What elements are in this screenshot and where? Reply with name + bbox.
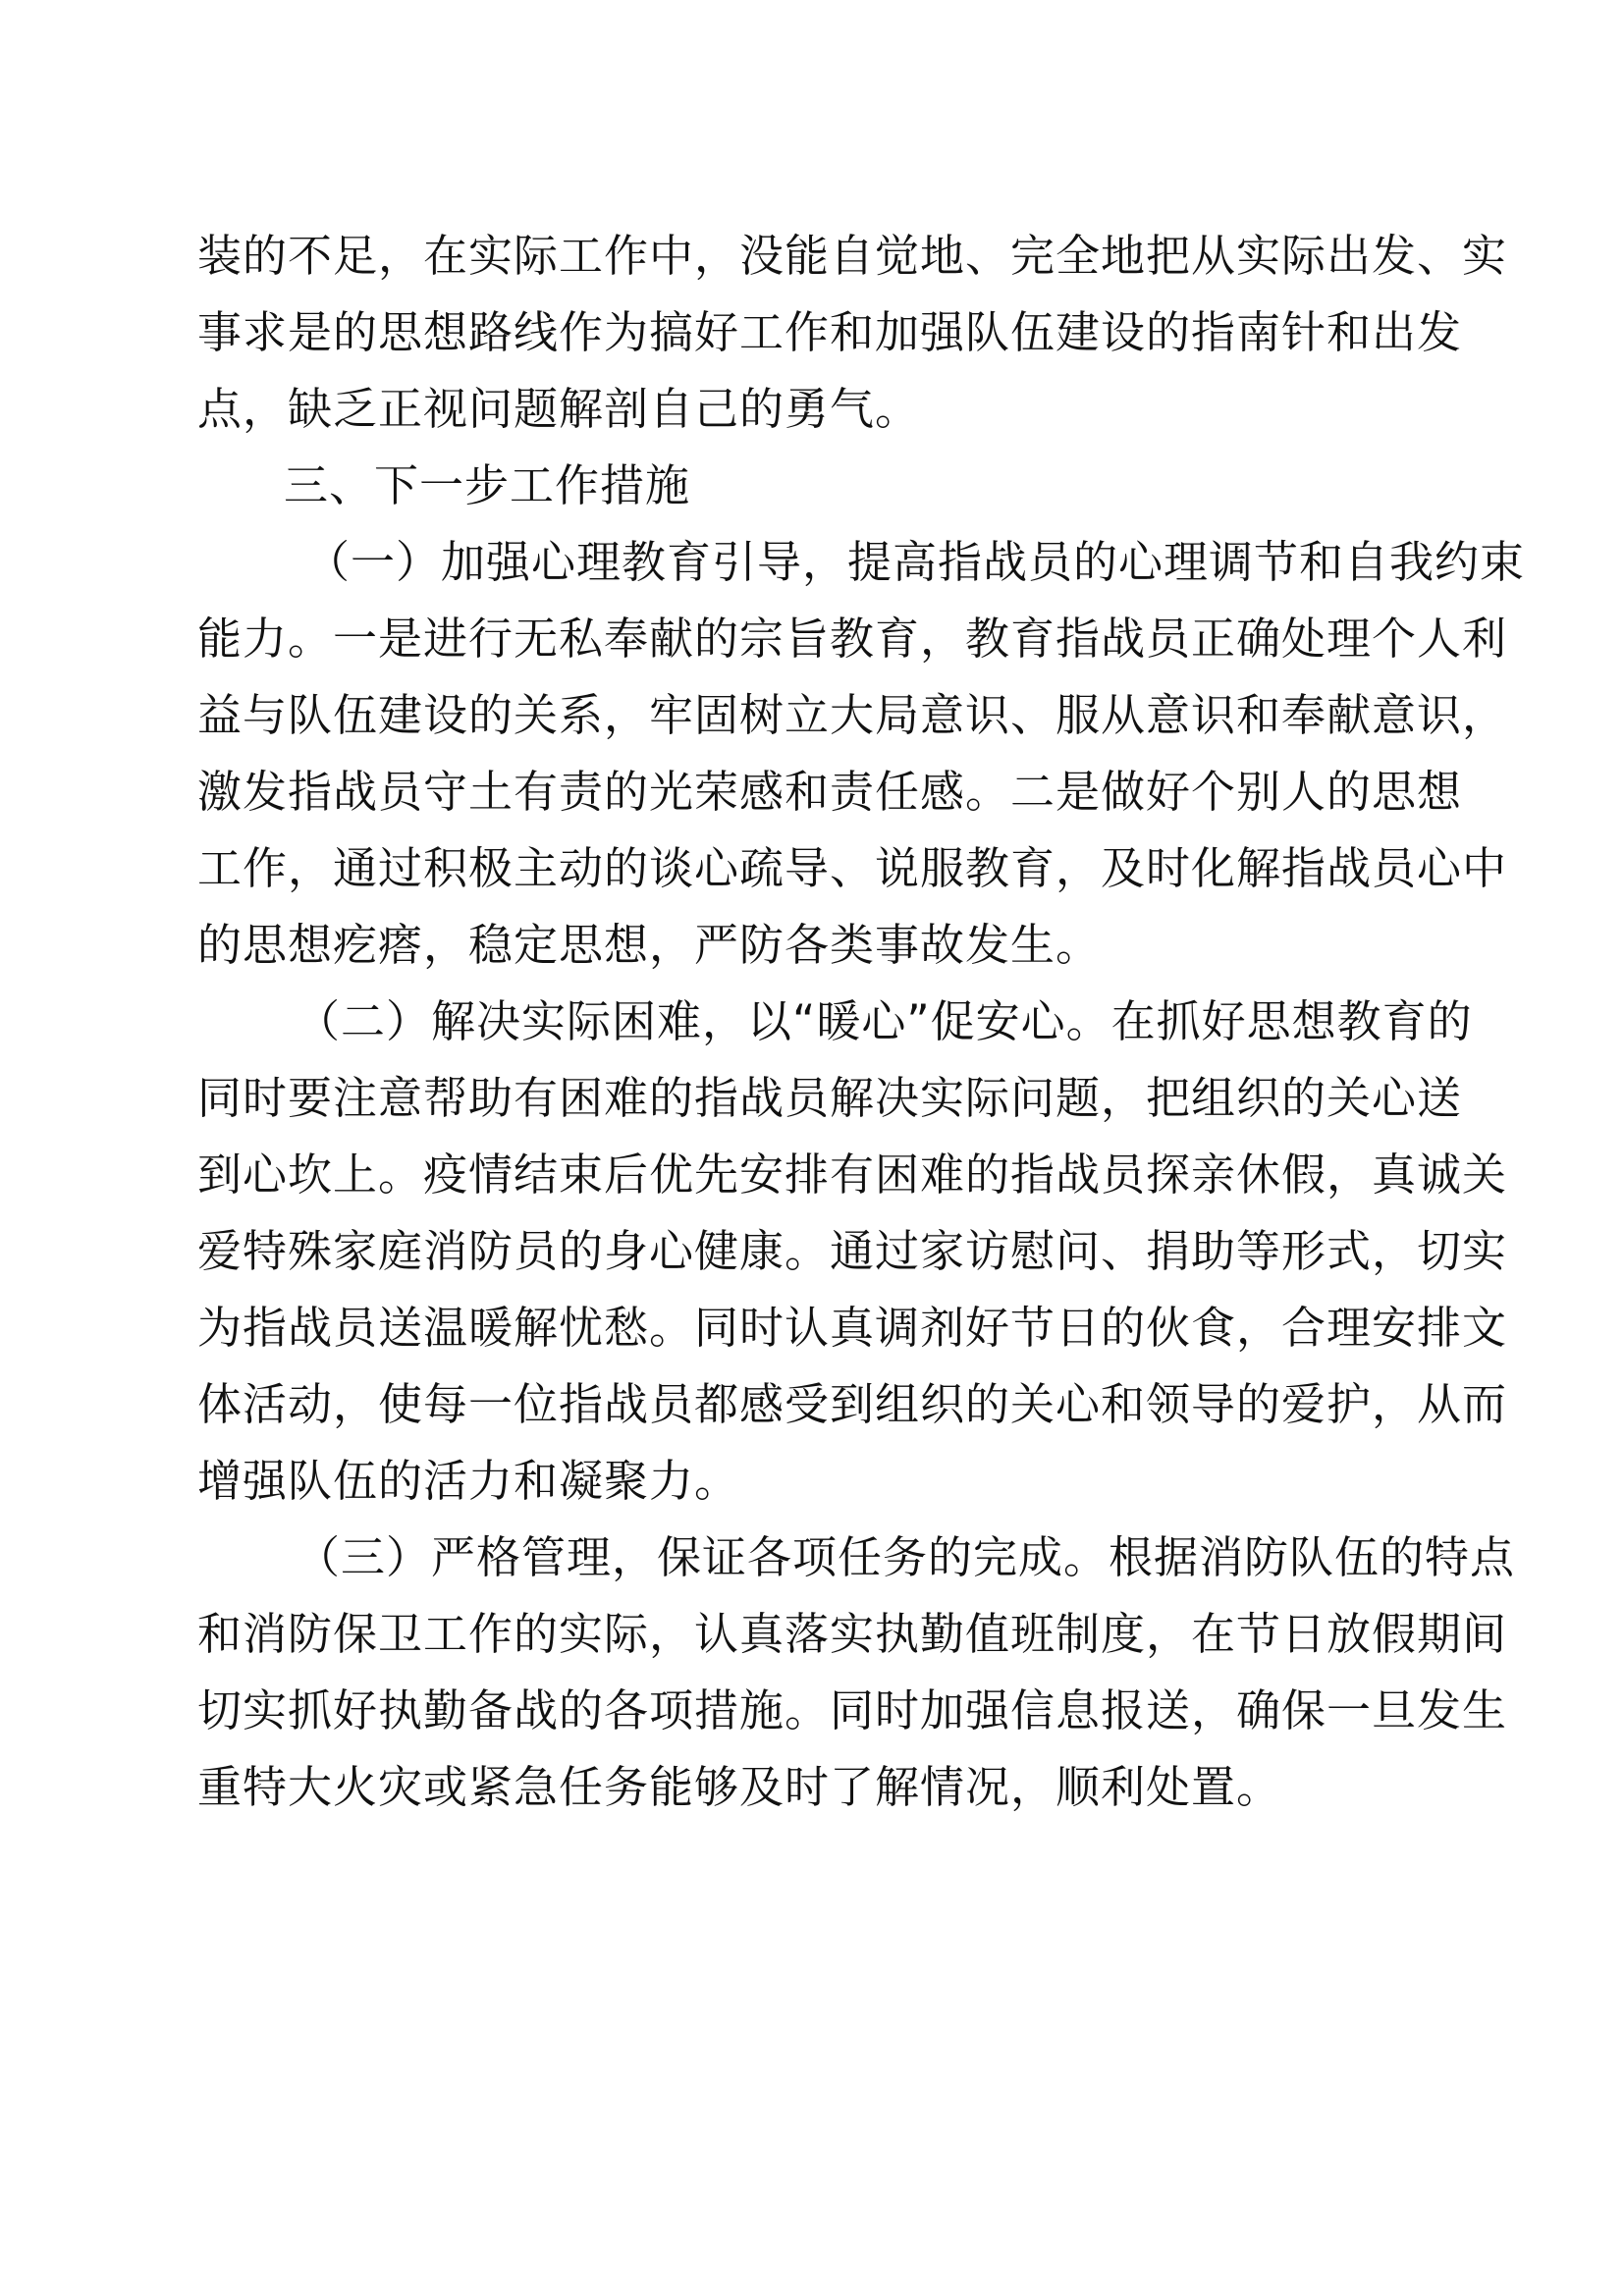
text-line: 事求是的思想路线作为搞好工作和加强队伍建设的指南针和出发: [197, 306, 1463, 358]
text-line: 的思想疙瘩，稳定思想，严防各类事故发生。: [197, 919, 1102, 971]
text-line: 到心坎上。疫情结束后优先安排有困难的指战员探亲休假，真诚关: [197, 1148, 1508, 1201]
document-body: [197, 218, 1526, 1826]
subsection-heading: （二）解决实际困难，以“暖心”促安心。在抓好思想教育的: [296, 995, 1473, 1047]
section-heading: 三、下一步工作措施: [284, 459, 691, 511]
text-line: 增强队伍的活力和凝聚力。: [197, 1455, 740, 1507]
text-line: 同时要注意帮助有困难的指战员解决实际问题，把组织的关心送: [197, 1072, 1463, 1124]
text-line: 能力。一是进行无私奉献的宗旨教育，教育指战员正确处理个人利: [197, 613, 1508, 665]
text-line: 体活动，使每一位指战员都感受到组织的关心和领导的爱护，从而: [197, 1378, 1508, 1430]
text-line: 和消防保卫工作的实际，认真落实执勤值班制度，在节日放假期间: [197, 1608, 1508, 1660]
text-line: 工作，通过积极主动的谈心疏导、说服教育，及时化解指战员心中: [197, 842, 1508, 894]
text-line: 重特大火灾或紧急任务能够及时了解情况，顺利处置。: [197, 1761, 1282, 1813]
text-line: 点，缺乏正视问题解剖自己的勇气。: [197, 383, 921, 435]
subsection-heading: （三）严格管理，保证各项任务的完成。根据消防队伍的特点: [296, 1531, 1516, 1583]
text-line: 爱特殊家庭消防员的身心健康。通过家访慰问、捐助等形式，切实: [197, 1225, 1508, 1277]
text-line: 益与队伍建设的关系，牢固树立大局意识、服从意识和奉献意识，: [197, 689, 1508, 741]
text-line: 激发指战员守土有责的光荣感和责任感。二是做好个别人的思想: [197, 766, 1463, 818]
text-line: 装的不足，在实际工作中，没能自觉地、完全地把从实际出发、实: [197, 230, 1508, 282]
text-line: 为指战员送温暖解忧愁。同时认真调剂好节日的伙食，合理安排文: [197, 1302, 1508, 1354]
text-line: 切实抓好执勤备战的各项措施。同时加强信息报送，确保一旦发生: [197, 1684, 1508, 1736]
subsection-heading: （一）加强心理教育引导，提高指战员的心理调节和自我约束: [305, 536, 1526, 588]
